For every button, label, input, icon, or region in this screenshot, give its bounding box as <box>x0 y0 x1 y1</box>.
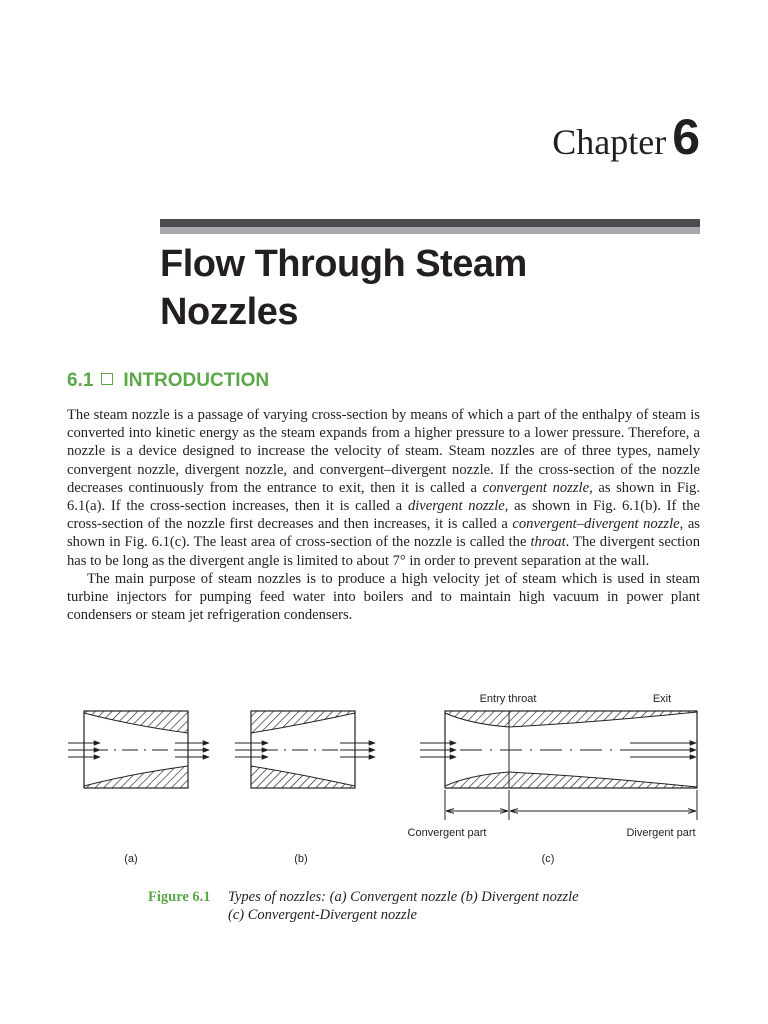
section-heading <box>67 370 269 392</box>
nozzle-c-convergent-divergent <box>420 711 697 820</box>
label-a: (a) <box>124 853 138 865</box>
section-number: 6.1 <box>67 370 94 391</box>
label-b: (b) <box>294 853 308 865</box>
label-entry-throat: Entry throat <box>479 693 537 705</box>
title-rule-light <box>160 227 700 234</box>
chapter-heading <box>430 108 700 166</box>
paragraph-2: The main purpose of steam nozzles is to produce a high velocity jet of steam which is used in steam turbine injectors for pumping feed water into boilers and to maintain high vacuum in power plant condensers or steam jet refrigeration condensers. <box>67 570 700 624</box>
figure-caption <box>148 888 708 924</box>
caption-line1: Types of nozzles: (a) Convergent nozzle (b) Divergent nozzle <box>228 889 579 905</box>
body-text <box>67 406 700 624</box>
caption-line2: (c) Convergent-Divergent nozzle <box>228 907 417 923</box>
p1-text-4: , as shown in Fig. 6.1(c). The least area of cross-section of the nozzle is called the <box>67 516 700 551</box>
chapter-title-line1: Flow Through Steam <box>160 243 527 285</box>
nozzle-b-divergent <box>235 711 375 788</box>
nozzle-a-convergent <box>68 711 209 788</box>
label-c: (c) <box>541 853 555 865</box>
term-convergent-divergent-nozzle: convergent–divergent nozzle <box>512 516 680 533</box>
chapter-number: 6 <box>672 109 700 165</box>
label-convergent-part: Convergent part <box>407 827 487 839</box>
chapter-word: Chapter <box>552 122 667 162</box>
p1-text-1: The steam nozzle is a passage of varying cross-section by means of which a part of the enthalpy of steam is converted into kinetic energy as the steam expands from a higher pressure to a lower pressure. Therefore, a nozzle is a device designed to increase the velocity of steam. Steam nozzles are of three types, namely convergent nozzle, divergent nozzle, and convergent–divergent nozzle. If the cross-section of the nozzle decreases continuously from the entrance to exit, then it is called a <box>67 407 700 496</box>
term-divergent-nozzle: divergent nozzle <box>407 498 505 515</box>
title-rule-dark <box>160 219 700 227</box>
label-exit: Exit <box>652 693 672 705</box>
paragraph-1 <box>67 406 700 570</box>
p1-text-2: , as shown in Fig. 6.1(a). If the cross-section increases, then it is called a <box>67 479 700 515</box>
chapter-title-line2: Nozzles <box>160 291 298 333</box>
label-divergent-part: Divergent part <box>626 827 696 839</box>
section-title: INTRODUCTION <box>123 370 270 391</box>
term-convergent-nozzle: convergent nozzle <box>482 479 590 496</box>
caption-label: Figure 6.1 <box>148 889 211 905</box>
p1-text-5: . The divergent section has to be long as the divergent angle is limited to about 7° in order to prevent separation at the wall. <box>67 534 700 569</box>
nozzle-figure <box>0 680 768 880</box>
p1-text-3: , as shown in Fig. 6.1(b). If the cross-section of the nozzle first decreases and then increases, it is called a <box>67 498 700 533</box>
term-throat: throat <box>530 534 566 551</box>
section-box-icon <box>101 373 113 385</box>
chapter-title <box>160 240 700 336</box>
